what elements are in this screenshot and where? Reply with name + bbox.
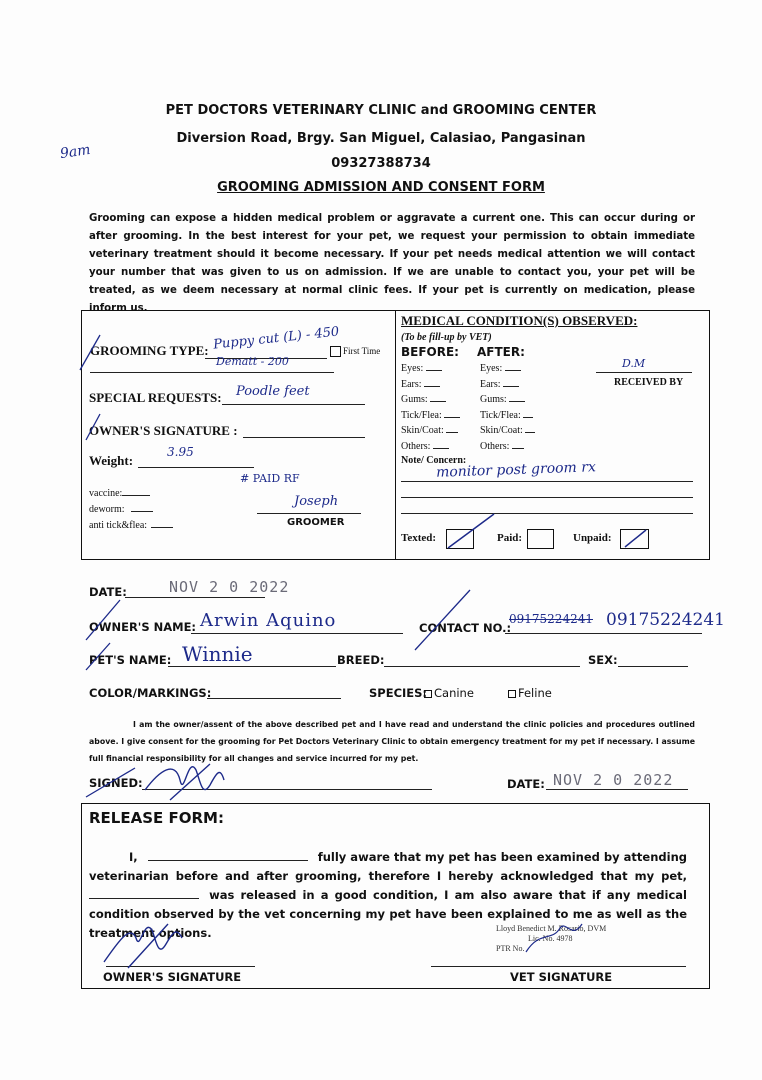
- canine-checkbox[interactable]: [424, 690, 432, 698]
- special-requests-value: Poodle feet: [236, 384, 310, 399]
- feline-checkbox[interactable]: [508, 690, 516, 698]
- first-time-checkbox[interactable]: [330, 346, 380, 357]
- groomer-label: GROOMER: [287, 517, 345, 528]
- owner-signature-label: OWNER'S SIGNATURE :: [89, 423, 238, 438]
- species-feline-option[interactable]: [508, 686, 552, 700]
- grooming-type-value-2: Dematt - 200: [216, 355, 289, 368]
- before-ears: Ears:: [401, 378, 422, 390]
- panel-divider: [395, 310, 396, 559]
- special-requests-label: SPECIAL REQUESTS:: [89, 390, 222, 405]
- after-label: AFTER:: [477, 345, 525, 359]
- groomer-name: Joseph: [294, 494, 339, 509]
- after-skin: Skin/Coat:: [480, 425, 523, 436]
- vet-signature-label: VET SIGNATURE: [510, 970, 613, 984]
- weight-label: Weight:: [89, 453, 134, 468]
- vet-signature: [520, 912, 600, 962]
- vaccine-text: vaccine:: [89, 488, 123, 499]
- date2-stamp: NOV 2 0 2022: [553, 771, 674, 789]
- release-text-3: was released in a good condition, I am also aware that if any medical condition observed by the vet concerning my pet have been explained to me as well as the treatment options.: [89, 888, 687, 940]
- pet-name-value: Winnie: [182, 642, 253, 666]
- paid-label: Paid:: [497, 532, 523, 544]
- medical-title: MEDICAL CONDITION(S) OBSERVED:: [401, 313, 638, 328]
- contact-struck: 09175224241: [509, 612, 593, 626]
- before-tick: Tick/Flea:: [401, 409, 442, 421]
- clinic-address: Diversion Road, Brgy. San Miguel, Calasiao, Pangasinan: [176, 131, 586, 146]
- before-eyes: Eyes:: [401, 363, 424, 374]
- medical-after-list: [480, 361, 535, 454]
- intro-paragraph: Grooming can expose a hidden medical problem or aggravate a current one. This can occur during or after grooming. In the best interest for your pet, we request your permission to obtain immediate veterinary treatment should it become necessary. If your pet needs medical attention we will contact your number that was given to us on admission. If we are unable to contact you, your pet will be treated, as we deem necessary at normal clinic fees. If your pet is currently on medication, please inform us.: [89, 213, 695, 314]
- vet-stamp-ptr: PTR No.: [496, 944, 525, 953]
- paid-checkbox[interactable]: [527, 529, 554, 549]
- signed-label: SIGNED:: [89, 776, 143, 790]
- sex-label: SEX:: [588, 653, 618, 667]
- owner-signature: [140, 750, 240, 810]
- arrival-time-note: 9am: [59, 141, 92, 163]
- contact-label: CONTACT NO.:: [419, 621, 512, 635]
- after-others: Others:: [480, 440, 510, 452]
- medical-subtitle: (To be fill-up by VET): [401, 332, 492, 343]
- vet-stamp-name: Lloyd Benedict M. Rosario, DVM: [496, 924, 607, 933]
- release-title: RELEASE FORM:: [89, 809, 224, 827]
- contact-value: 09175224241: [606, 610, 725, 630]
- date-label: DATE:: [89, 585, 127, 599]
- before-skin: Skin/Coat:: [401, 425, 444, 436]
- vaccine-label: [89, 488, 150, 499]
- medical-before-list: [401, 361, 460, 454]
- deworm-label: [89, 504, 153, 515]
- unpaid-check-mark: [622, 528, 648, 550]
- received-initials: D.M: [622, 357, 646, 370]
- received-by-label: RECEIVED BY: [614, 377, 684, 388]
- first-time-box[interactable]: [330, 346, 341, 357]
- date-stamp: NOV 2 0 2022: [169, 578, 290, 596]
- species-label: SPECIES:: [369, 686, 428, 700]
- feline-label: Feline: [518, 686, 552, 700]
- texted-check-mark: [446, 510, 496, 550]
- after-ears: Ears:: [480, 378, 501, 390]
- consent-paragraph: I am the owner/assent of the above described pet and I have read and understand the clinic policies and procedures outlined above. I give consent for the grooming for Pet Doctors Veterinary Clinic to obtain emergency treatment for my pet if necessary. I assume full financial responsibility for all changes and service incurred for my pet.: [89, 720, 695, 763]
- pet-name-label: PET'S NAME:: [89, 653, 172, 667]
- release-owner-signature: [100, 912, 200, 972]
- before-gums: Gums:: [401, 394, 428, 405]
- note-value: monitor post groom rx: [435, 459, 597, 481]
- owner-name-value: Arwin Aquino: [200, 610, 337, 631]
- after-tick: Tick/Flea:: [480, 409, 521, 421]
- first-time-label: First Time: [343, 346, 381, 356]
- color-markings-label: COLOR/MARKINGS:: [89, 686, 212, 700]
- owner-name-label: OWNER'S NAME:: [89, 620, 197, 634]
- before-label: BEFORE:: [401, 345, 459, 359]
- form-title: GROOMING ADMISSION AND CONSENT FORM: [217, 180, 545, 195]
- paid-note: # PAID RF: [240, 472, 300, 485]
- deworm-text: deworm:: [89, 504, 125, 515]
- clinic-phone: 09327388734: [331, 156, 431, 171]
- antitick-text: anti tick&flea:: [89, 520, 148, 531]
- antitick-label: [89, 520, 173, 531]
- weight-value: 3.95: [167, 445, 194, 459]
- owner-signature-label: OWNER'S SIGNATURE: [103, 970, 242, 984]
- release-text-1: I,: [129, 850, 138, 864]
- clinic-name: PET DOCTORS VETERINARY CLINIC and GROOMING CENTER: [165, 103, 597, 118]
- species-canine-option[interactable]: [424, 686, 474, 700]
- release-text-2: fully aware that my pet has been examined by attending veterinarian before and after grooming, therefore I hereby acknowledged that my pet,: [89, 850, 687, 883]
- texted-label: Texted:: [401, 532, 437, 544]
- unpaid-label: Unpaid:: [573, 532, 612, 544]
- before-others: Others:: [401, 440, 431, 452]
- canine-label: Canine: [434, 686, 474, 700]
- date2-label: DATE:: [507, 777, 545, 791]
- vet-stamp-license: Lic. No. 4978: [528, 934, 573, 943]
- note-label: Note/ Concern:: [401, 455, 467, 466]
- after-eyes: Eyes:: [480, 363, 503, 374]
- grooming-type-value: Puppy cut (L) - 450: [212, 324, 340, 353]
- grooming-type-label: GROOMING TYPE:: [90, 343, 209, 358]
- breed-label: BREED:: [337, 653, 385, 667]
- after-gums: Gums:: [480, 394, 507, 405]
